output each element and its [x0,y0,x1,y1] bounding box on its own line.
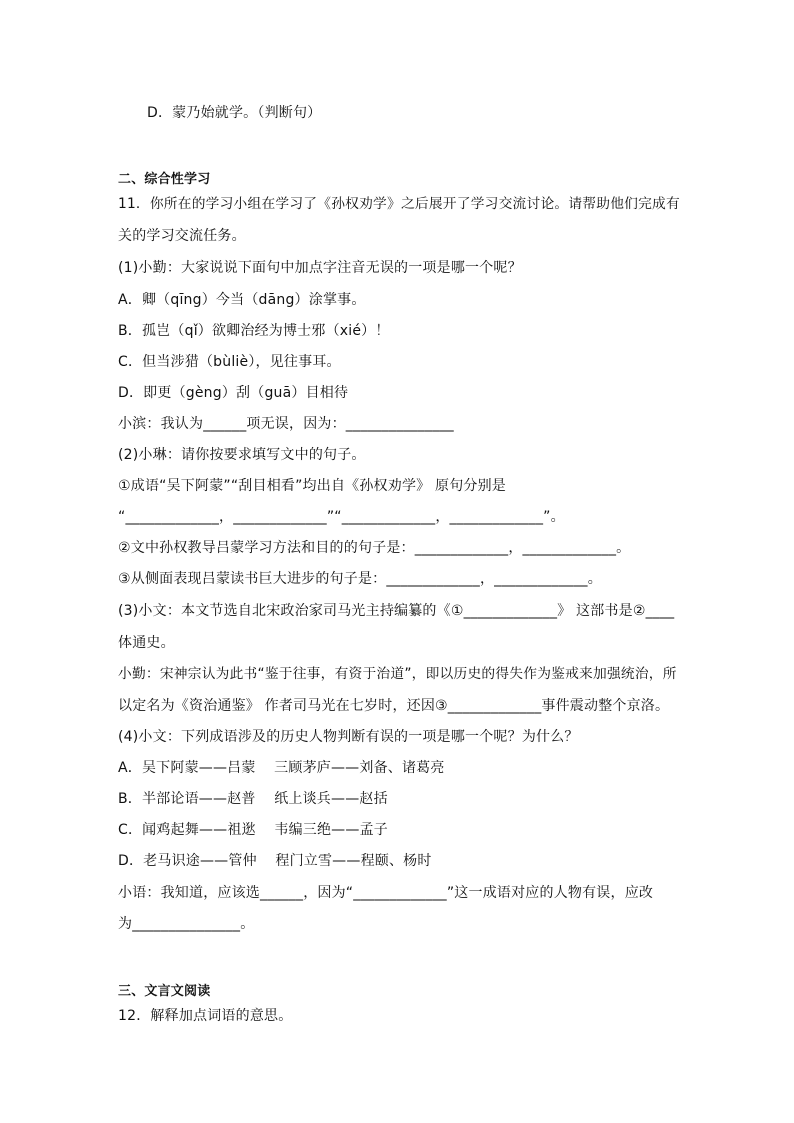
subquestion-2-item-2: ②文中孙权教导吕蒙学习方法和目的的句子是：_____________，_____________。 [118,540,631,556]
subquestion-4-option-b: B．半部论语——赵普 纸上谈兵——赵括 [118,791,388,807]
question-12-stem: 12．解释加点词语的意思。 [118,1008,293,1024]
subquestion-2-item-1-blanks: “_____________，_____________”“_____________，_____________”。 [118,509,565,525]
subquestion-1-answer-line: 小滨：我认为______项无误，因为：_______________ [118,416,454,432]
subquestion-2: (2)小琳：请你按要求填写文中的句子。 [118,447,366,463]
subquestion-4-answer-line2: 为_______________。 [118,916,255,932]
subquestion-2-item-3: ③从侧面表现吕蒙读书巨大进步的句子是：_____________，_____________。 [118,571,602,587]
section-title-classical-reading: 三、文言文阅读 [118,984,211,999]
subquestion-1-option-c: C．但当涉猎（bùliè），见往事耳。 [118,354,341,370]
subquestion-3-line1: (3)小文：本文节选自北宋政治家司马光主持编纂的《①_____________》 这部书是②____ [118,603,675,619]
subquestion-1: (1)小勤：大家说说下面句中加点字注音无误的一项是哪一个呢？ [118,260,522,276]
question-11-stem-line1: 11．你所在的学习小组在学习了《孙权劝学》之后展开了学习交流讨论。请帮助他们完成有 [118,196,680,212]
subquestion-4-answer-line1: 小语：我知道，应该选______，因为“_____________”这一成语对应的人物有误，应改 [118,885,654,901]
subquestion-1-option-a: A．卿（qīng）今当（dāng）涂掌事。 [118,292,366,308]
subquestion-4: (4)小文：下列成语涉及的历史人物判断有误的一项是哪一个呢？为什么？ [118,729,579,745]
subquestion-3-line3: 小勤：宋神宗认为此书“鉴于往事，有资于治道”，即以历史的得失作为鉴戒来加强统治，所 [118,666,677,682]
subquestion-3-line2: 体通史。 [118,635,175,651]
subquestion-4-option-d: D．老马识途——管仲 程门立雪——程颐、杨时 [118,853,432,869]
subquestion-1-option-b: B．孤岂（qǐ）欲卿治经为博士邪（xié）！ [118,323,390,339]
question-11-stem-line2: 关的学习交流任务。 [118,228,246,244]
subquestion-4-option-a: A．吴下阿蒙——吕蒙 三顾茅庐——刘备、诸葛亮 [118,760,445,776]
subquestion-2-item-1: ①成语“吴下阿蒙”“刮目相看”均出自《孙权劝学》 原句分别是 [118,478,507,494]
option-d-line: D．蒙乃始就学。（判断句） [147,105,322,121]
subquestion-1-option-d: D．即更（gèng）刮（guā）目相待 [118,385,349,401]
section-title-comprehensive-study: 二、综合性学习 [118,172,211,187]
subquestion-4-option-c: C．闻鸡起舞——祖逖 韦编三绝——孟子 [118,822,388,838]
subquestion-3-line4: 以定名为《资治通鉴》 作者司马光在七岁时，还因③_____________事件震动整个京洛。 [118,698,670,714]
